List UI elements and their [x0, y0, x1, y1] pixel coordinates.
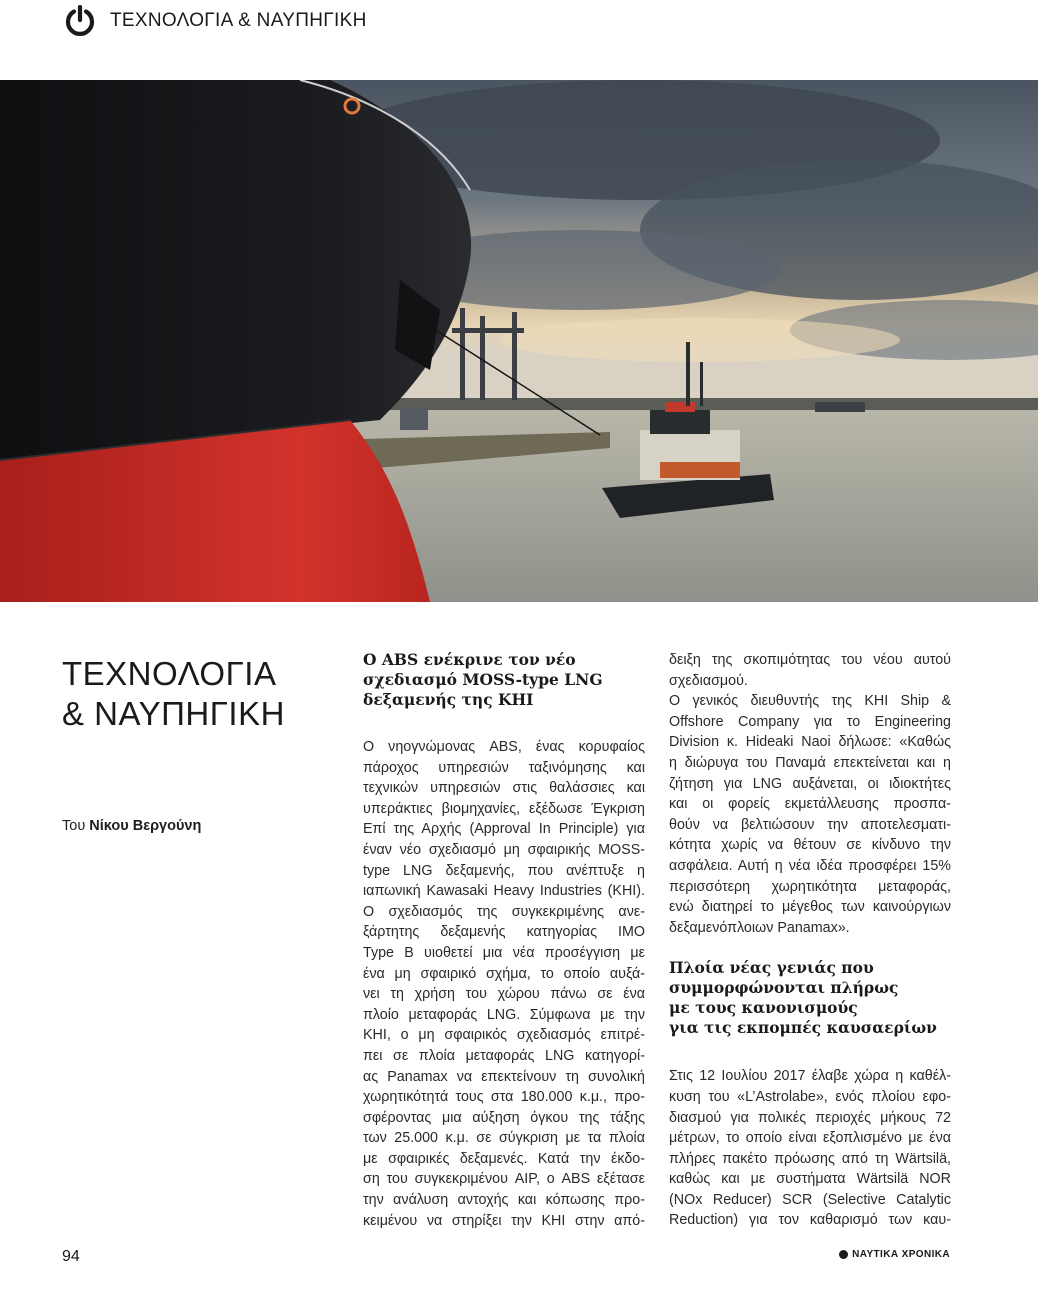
heading-line: σχεδιασμό MOSS-type LNG [363, 670, 603, 689]
text-line: Επί της Αρχής (Approval In Principle) για [363, 821, 645, 838]
text-line: η διώρυγα του Παναμά επεκτείνεται και η [669, 754, 951, 771]
text-line: ασφάλεια. Αυτή η νέα ιδέα προσφέρει 15% [669, 857, 951, 874]
section-label: ΤΕΧΝΟΛΟΓΙΑ & ΝΑΥΠΗΓΙΚΗ [110, 10, 367, 31]
heading-line: για τις εκπομπές καυσαερίων [669, 1018, 937, 1038]
text-line: KHI, ο μη σφαιρικός σχεδιασμός επιτρέ- [363, 1027, 645, 1044]
text-line: ένα μη σφαιρικό σχήμα, το οποίο αυξά- [363, 965, 645, 982]
text-line: ενώ διατηρεί το μέγεθος των καινούργιων [669, 899, 951, 916]
publication-logo [839, 1249, 950, 1260]
text-line: ζήτηση για LNG αυξάνεται, οι ιδιοκτήτες [669, 775, 951, 792]
text-line: τεχνικών υπηρεσιών στις θαλάσσιες και [363, 780, 645, 797]
text-line: κειμένου να στηρίξει την KHI στην από- [363, 1212, 645, 1229]
title-line-2: & ΝΑΥΠΗΓΙΚΗ [62, 695, 285, 732]
text-line: νει τη χρήση του χώρου πάνω σε ένα [363, 986, 645, 1003]
text-line: με σφαιρικές δεξαμενές. Κατά την έκδο- [363, 1150, 645, 1167]
heading-line: δεξαμενής της KHI [363, 690, 534, 709]
text-line: χωρητικότητά τους στα 180.000 κ.μ., προ- [363, 1089, 645, 1106]
article-title [62, 654, 332, 734]
article-1-body [363, 737, 645, 1231]
article-2-body [669, 1066, 951, 1231]
text-line: Reduction) για τον καθαρισμό των καυ- [669, 1212, 951, 1229]
text-line: ας Panamax να επεκτείνουν τη συνολική [363, 1068, 645, 1085]
text-line: Ο γενικός διευθυντής της KHI Ship & [669, 693, 951, 710]
text-line: δειξη της σκοπιμότητας του νέου αυτού [669, 652, 951, 668]
brand-dot-icon [839, 1250, 848, 1259]
text-line: των 25.000 κ.μ. σε σύγκριση με τα πλοία [363, 1130, 645, 1147]
column-1 [363, 650, 645, 1231]
text-line: περισσότερη χωρητικότητα μεταφοράς, [669, 878, 951, 895]
text-line: Division κ. Hideaki Naoi δήλωσε: «Καθώς [669, 734, 951, 751]
byline [62, 818, 201, 834]
text-line: Ο νηογνώμονας ABS, ένας κορυφαίος [363, 739, 645, 755]
title-line-1: ΤΕΧΝΟΛΟΓΙΑ [62, 655, 277, 692]
page-number: 94 [62, 1248, 80, 1265]
text-line: κυση του «L’Astrolabe», ενός πλοίου εφο- [669, 1088, 951, 1105]
heading-line: με τους κανονισμούς [669, 998, 858, 1018]
text-line: θούν να βελτιώσουν την αποτελεσματι- [669, 816, 951, 833]
text-line: ιαπωνική Kawasaki Heavy Industries (KHI). [363, 883, 645, 900]
text-line: Ο σχεδιασμός της συγκεκριμένης ανε- [363, 903, 645, 920]
text-line: την ανάλυση αντοχής και κόπωσης προ- [363, 1192, 645, 1209]
heading-line: Πλοία νέας γενιάς που [669, 958, 874, 978]
text-line: πει σε πλοία μεταφοράς LNG κατηγορί- [363, 1047, 645, 1064]
article-1-continued [669, 650, 951, 938]
article-1-heading [363, 650, 645, 710]
text-line: type LNG δεξαμενής, που ανέπτυξε η [363, 862, 645, 879]
author-name: Νίκου Βεργούνη [89, 818, 202, 834]
text-line: ση του συγκεκριμένου AIP, ο ABS εξέτασε [363, 1171, 645, 1188]
text-line: σχεδιασμού. [669, 672, 748, 689]
text-line: διασμού για πολικές περιοχές μήκους 72 [669, 1109, 951, 1126]
column-2 [669, 650, 951, 1231]
text-line: Offshore Company για το Engineering [669, 713, 951, 730]
byline-prefix: Του [62, 818, 86, 834]
page-header [64, 2, 367, 40]
text-line: και οι φορείς εκμετάλλευσης προσπα- [669, 796, 951, 813]
text-line: Στις 12 Ιουλίου 2017 έλαβε χώρα η καθέλ- [669, 1068, 951, 1085]
power-icon [64, 5, 96, 37]
text-line: έναν νέο σχεδιασμό μη σφαιρικής MOSS- [363, 841, 645, 858]
text-line: πλοίο μεταφοράς LNG. Σύμφωνα με την [363, 1006, 645, 1023]
heading-line: συμμορφώνονται πλήρως [669, 978, 899, 998]
text-line: κότητα χωρίς να θέτουν σε κίνδυνο την [669, 837, 951, 854]
text-line: σφέροντας μια αύξηση όγκου της τάξης [363, 1109, 645, 1126]
article-2-heading [669, 958, 951, 1038]
ship-photo [0, 80, 1038, 602]
text-line: καθώς και με συστήματα Wärtsilä NOR [669, 1171, 951, 1188]
text-line: (NOx Reducer) SCR (Selective Catalytic [669, 1191, 951, 1208]
publication-name: ΝΑΥΤΙΚΑ ΧΡΟΝΙΚΑ [852, 1249, 950, 1260]
text-line: πάροχος υπηρεσιών ταξινόμησης και [363, 759, 645, 776]
heading-line: Ο ABS ενέκρινε τον νέο [363, 650, 576, 669]
text-line: μέτρων, το οποίο είναι εξοπλισμένο με ένα [669, 1130, 951, 1147]
text-line: υπεράκτιες βιομηχανίες, εξέδωσε Έγκριση [363, 800, 645, 817]
text-line: ξάρτητης δεξαμενής κατηγορίας IMO [363, 924, 645, 941]
text-line: πλήρες πακέτο πρόωσης από τη Wärtsilä, [669, 1150, 951, 1167]
text-line: Type B υιοθετεί μια νέα προσέγγιση με [363, 944, 645, 961]
text-line: δεξαμενόπλοιων Panamax». [669, 919, 850, 936]
